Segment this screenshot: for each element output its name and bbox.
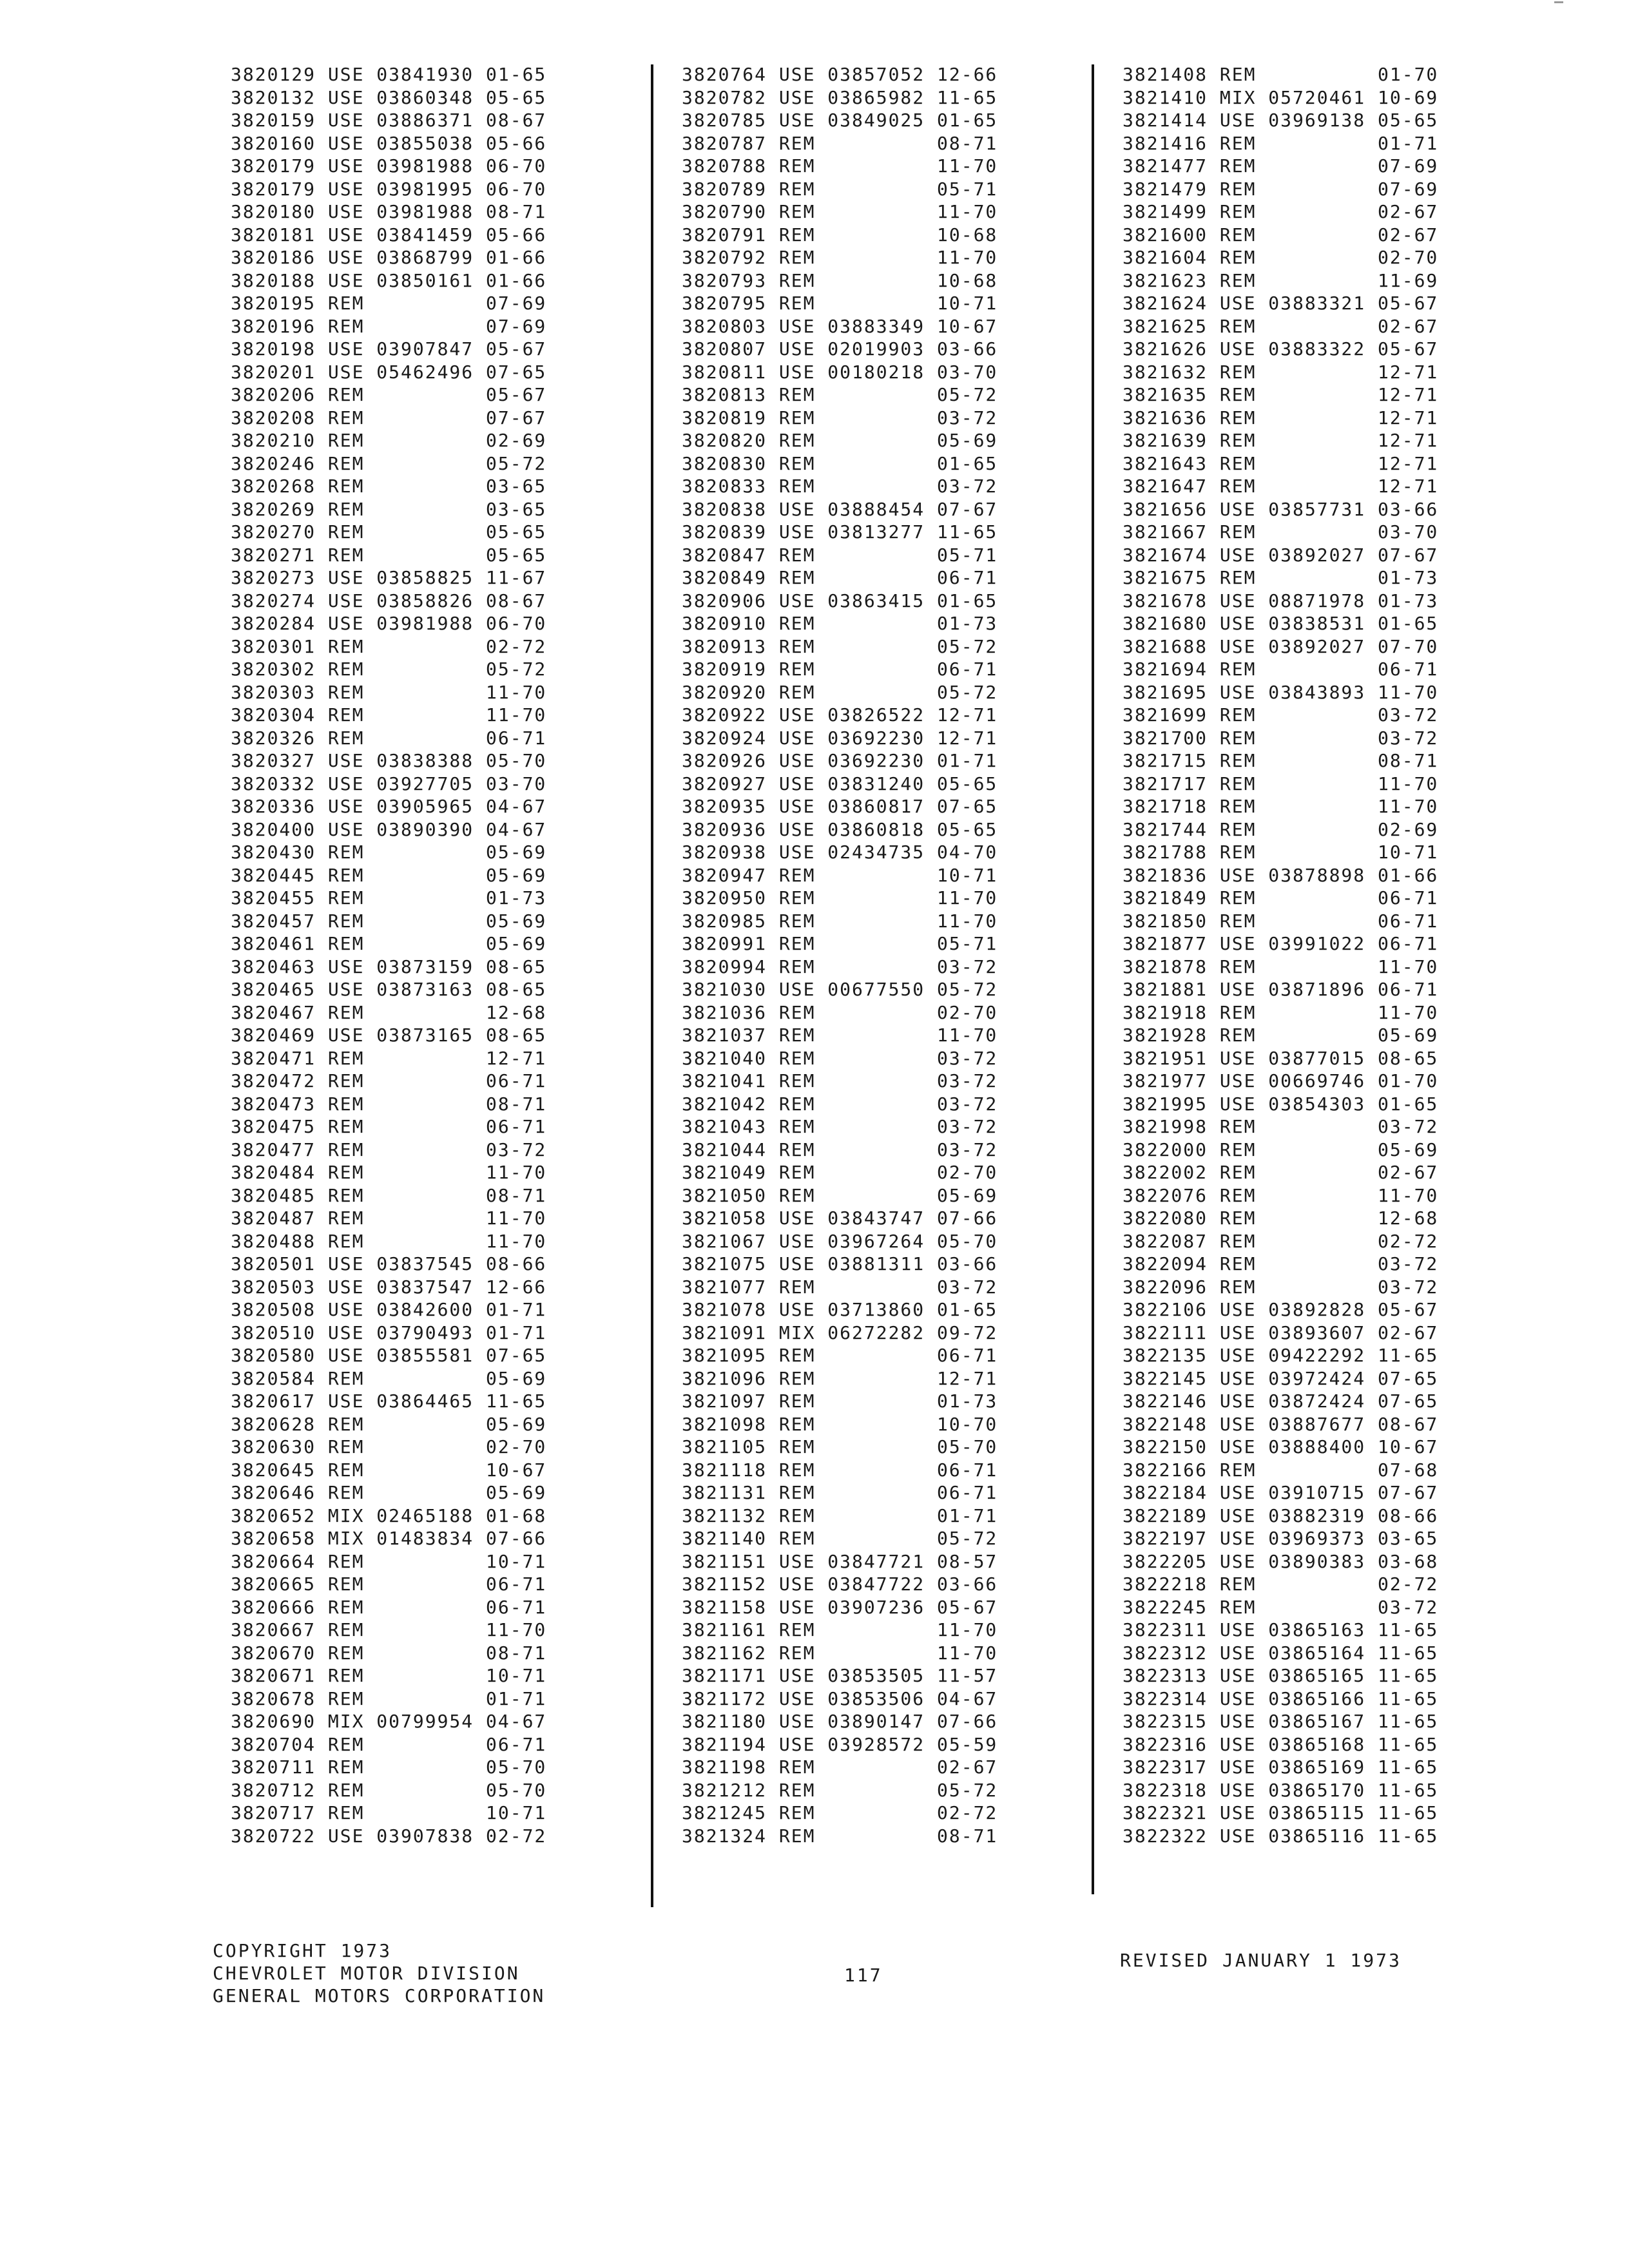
part-entry: 3820485 REM 08-71	[231, 1184, 547, 1206]
part-entry: 3821078 USE 03713860 01-65	[682, 1299, 998, 1320]
part-entry: 3820201 USE 05462496 07-65	[231, 361, 547, 383]
part-entry: 3822316 USE 03865168 11-65	[1123, 1733, 1439, 1755]
part-entry: 3820188 USE 03850161 01-66	[231, 269, 547, 291]
part-entry: 3822189 USE 03882319 08-66	[1123, 1504, 1439, 1526]
part-entry: 3821715 REM 08-71	[1123, 750, 1439, 771]
part-entry: 3820430 REM 05-69	[231, 841, 547, 863]
part-entry: 3820849 REM 06-71	[682, 567, 998, 588]
part-entry: 3820927 USE 03831240 05-65	[682, 773, 998, 794]
part-entry: 3820469 USE 03873165 08-65	[231, 1024, 547, 1046]
part-entry: 3821836 USE 03878898 01-66	[1123, 864, 1439, 886]
part-entry: 3821678 USE 08871978 01-73	[1123, 590, 1439, 611]
part-entry: 3822313 USE 03865165 11-65	[1123, 1665, 1439, 1686]
part-entry: 3822197 USE 03969373 03-65	[1123, 1528, 1439, 1549]
part-entry: 3821623 REM 11-69	[1123, 269, 1439, 291]
part-entry: 3820833 REM 03-72	[682, 476, 998, 497]
part-entry: 3821161 REM 11-70	[682, 1619, 998, 1640]
part-entry: 3820303 REM 11-70	[231, 681, 547, 703]
part-entry: 3822184 USE 03910715 07-67	[1123, 1482, 1439, 1503]
part-entry: 3820664 REM 10-71	[231, 1550, 547, 1572]
part-entry: 3820811 USE 00180218 03-70	[682, 361, 998, 383]
part-entry: 3821850 REM 06-71	[1123, 910, 1439, 932]
part-entry: 3820671 REM 10-71	[231, 1665, 547, 1686]
part-entry: 3822317 USE 03865169 11-65	[1123, 1756, 1439, 1778]
part-entry: 3821131 REM 06-71	[682, 1482, 998, 1503]
part-entry: 3820792 REM 11-70	[682, 247, 998, 268]
part-entry: 3820198 USE 03907847 05-67	[231, 338, 547, 360]
part-entry: 3820906 USE 03863415 01-65	[682, 590, 998, 611]
parts-column-1	[231, 63, 546, 1847]
part-entry: 3820477 REM 03-72	[231, 1139, 547, 1160]
part-entry: 3822087 REM 02-72	[1123, 1230, 1439, 1252]
part-entry: 3820465 USE 03873163 08-65	[231, 979, 547, 1000]
part-entry: 3820838 USE 03888454 07-67	[682, 498, 998, 520]
part-entry: 3821600 REM 02-67	[1123, 224, 1439, 245]
part-entry: 3820712 REM 05-70	[231, 1779, 547, 1801]
part-entry: 3821680 USE 03838531 01-65	[1123, 613, 1439, 634]
part-entry: 3820922 USE 03826522 12-71	[682, 704, 998, 726]
part-entry: 3821152 USE 03847722 03-66	[682, 1573, 998, 1595]
part-entry: 3820246 REM 05-72	[231, 452, 547, 474]
part-entry: 3822150 USE 03888400 10-67	[1123, 1436, 1439, 1457]
part-entry: 3822245 REM 03-72	[1123, 1596, 1439, 1618]
part-entry: 3821050 REM 05-69	[682, 1184, 998, 1206]
part-entry: 3821675 REM 01-73	[1123, 567, 1439, 588]
part-entry: 3820722 USE 03907838 02-72	[231, 1825, 547, 1847]
part-entry: 3820488 REM 11-70	[231, 1230, 547, 1252]
part-entry: 3821878 REM 11-70	[1123, 956, 1439, 977]
part-entry: 3820652 MIX 02465188 01-68	[231, 1504, 547, 1526]
part-entry: 3820210 REM 02-69	[231, 430, 547, 451]
part-entry: 3820181 USE 03841459 05-66	[231, 224, 547, 245]
part-entry: 3820302 REM 05-72	[231, 658, 547, 680]
part-entry: 3821717 REM 11-70	[1123, 773, 1439, 794]
part-entry: 3821636 REM 12-71	[1123, 407, 1439, 428]
part-entry: 3820268 REM 03-65	[231, 476, 547, 497]
part-entry: 3822321 USE 03865115 11-65	[1123, 1802, 1439, 1823]
part-entry: 3820132 USE 03860348 05-65	[231, 86, 547, 108]
part-entry: 3820584 REM 05-69	[231, 1367, 547, 1389]
part-entry: 3820788 REM 11-70	[682, 155, 998, 177]
part-entry: 3821041 REM 03-72	[682, 1070, 998, 1091]
part-entry: 3821477 REM 07-69	[1123, 155, 1439, 177]
part-entry: 3821324 REM 08-71	[682, 1825, 998, 1847]
part-entry: 3822080 REM 12-68	[1123, 1207, 1439, 1229]
part-entry: 3821194 USE 03928572 05-59	[682, 1733, 998, 1755]
part-entry: 3822145 USE 03972424 07-65	[1123, 1367, 1439, 1389]
part-entry: 3821695 USE 03843893 11-70	[1123, 681, 1439, 703]
part-entry: 3820274 USE 03858826 08-67	[231, 590, 547, 611]
part-entry: 3820926 USE 03692230 01-71	[682, 750, 998, 771]
part-entry: 3821030 USE 00677550 05-72	[682, 979, 998, 1000]
part-entry: 3820678 REM 01-71	[231, 1687, 547, 1709]
part-entry: 3820994 REM 03-72	[682, 956, 998, 977]
part-entry: 3821688 USE 03892027 07-70	[1123, 635, 1439, 657]
part-entry: 3821043 REM 03-72	[682, 1116, 998, 1137]
part-entry: 3820791 REM 10-68	[682, 224, 998, 245]
part-entry: 3821044 REM 03-72	[682, 1139, 998, 1160]
part-entry: 3820985 REM 11-70	[682, 910, 998, 932]
part-entry: 3820508 USE 03842600 01-71	[231, 1299, 547, 1320]
part-entry: 3820186 USE 03868799 01-66	[231, 247, 547, 268]
part-entry: 3820667 REM 11-70	[231, 1619, 547, 1640]
part-entry: 3820467 REM 12-68	[231, 1001, 547, 1023]
part-entry: 3821414 USE 03969138 05-65	[1123, 110, 1439, 131]
part-entry: 3821881 USE 03871896 06-71	[1123, 979, 1439, 1000]
part-entry: 3821058 USE 03843747 07-66	[682, 1207, 998, 1229]
part-entry: 3821040 REM 03-72	[682, 1047, 998, 1069]
part-entry: 3820284 USE 03981988 06-70	[231, 613, 547, 634]
part-entry: 3821097 REM 01-73	[682, 1390, 998, 1412]
part-entry: 3821410 MIX 05720461 10-69	[1123, 86, 1439, 108]
part-entry: 3820580 USE 03855581 07-65	[231, 1345, 547, 1366]
part-entry: 3822322 USE 03865116 11-65	[1123, 1825, 1439, 1847]
part-entry: 3820271 REM 05-65	[231, 544, 547, 566]
part-entry: 3820195 REM 07-69	[231, 293, 547, 314]
part-entry: 3821037 REM 11-70	[682, 1024, 998, 1046]
part-entry: 3822312 USE 03865164 11-65	[1123, 1642, 1439, 1664]
part-entry: 3820179 USE 03981988 06-70	[231, 155, 547, 177]
part-entry: 3821656 USE 03857731 03-66	[1123, 498, 1439, 520]
part-entry: 3820336 USE 03905965 04-67	[231, 796, 547, 817]
part-entry: 3821042 REM 03-72	[682, 1093, 998, 1115]
part-entry: 3820935 USE 03860817 07-65	[682, 796, 998, 817]
part-entry: 3821140 REM 05-72	[682, 1528, 998, 1549]
part-entry: 3821416 REM 01-71	[1123, 132, 1439, 154]
part-entry: 3821977 USE 00669746 01-70	[1123, 1070, 1439, 1091]
part-entry: 3820273 USE 03858825 11-67	[231, 567, 547, 588]
part-entry: 3822002 REM 02-67	[1123, 1162, 1439, 1183]
part-entry: 3820270 REM 05-65	[231, 521, 547, 543]
part-entry: 3820129 USE 03841930 01-65	[231, 64, 547, 85]
part-entry: 3820785 USE 03849025 01-65	[682, 110, 998, 131]
part-entry: 3820510 USE 03790493 01-71	[231, 1321, 547, 1343]
part-entry: 3820400 USE 03890390 04-67	[231, 818, 547, 840]
column-divider-2	[1092, 64, 1094, 1894]
part-entry: 3820269 REM 03-65	[231, 498, 547, 520]
part-entry: 3821928 REM 05-69	[1123, 1024, 1439, 1046]
part-entry: 3820304 REM 11-70	[231, 704, 547, 726]
part-entry: 3820301 REM 02-72	[231, 635, 547, 657]
part-entry: 3822315 USE 03865167 11-65	[1123, 1711, 1439, 1732]
part-entry: 3822096 REM 03-72	[1123, 1276, 1439, 1298]
part-entry: 3820803 USE 03883349 10-67	[682, 315, 998, 337]
part-entry: 3821643 REM 12-71	[1123, 452, 1439, 474]
part-entry: 3820789 REM 05-71	[682, 178, 998, 200]
part-entry: 3820326 REM 06-71	[231, 727, 547, 749]
part-entry: 3821699 REM 03-72	[1123, 704, 1439, 726]
part-entry: 3822094 REM 03-72	[1123, 1253, 1439, 1274]
part-entry: 3821788 REM 10-71	[1123, 841, 1439, 863]
part-entry: 3821212 REM 05-72	[682, 1779, 998, 1801]
part-entry: 3821625 REM 02-67	[1123, 315, 1439, 337]
part-entry: 3820847 REM 05-71	[682, 544, 998, 566]
part-entry: 3820208 REM 07-67	[231, 407, 547, 428]
part-entry: 3820807 USE 02019903 03-66	[682, 338, 998, 360]
part-entry: 3820628 REM 05-69	[231, 1413, 547, 1435]
part-entry: 3821105 REM 05-70	[682, 1436, 998, 1457]
part-entry: 3820206 REM 05-67	[231, 384, 547, 405]
part-entry: 3821091 MIX 06272282 09-72	[682, 1321, 998, 1343]
part-entry: 3820920 REM 05-72	[682, 681, 998, 703]
part-entry: 3820717 REM 10-71	[231, 1802, 547, 1823]
part-entry: 3820947 REM 10-71	[682, 864, 998, 886]
part-entry: 3822000 REM 05-69	[1123, 1139, 1439, 1160]
part-entry: 3822314 USE 03865166 11-65	[1123, 1687, 1439, 1709]
part-entry: 3821172 USE 03853506 04-67	[682, 1687, 998, 1709]
part-entry: 3822111 USE 03893607 02-67	[1123, 1321, 1439, 1343]
part-entry: 3820617 USE 03864465 11-65	[231, 1390, 547, 1412]
part-entry: 3820472 REM 06-71	[231, 1070, 547, 1091]
part-entry: 3821626 USE 03883322 05-67	[1123, 338, 1439, 360]
part-entry: 3820646 REM 05-69	[231, 1482, 547, 1503]
part-entry: 3821639 REM 12-71	[1123, 430, 1439, 451]
part-entry: 3820180 USE 03981988 08-71	[231, 201, 547, 222]
part-entry: 3821718 REM 11-70	[1123, 796, 1439, 817]
part-entry: 3822076 REM 11-70	[1123, 1184, 1439, 1206]
part-entry: 3820630 REM 02-70	[231, 1436, 547, 1457]
part-entry: 3820461 REM 05-69	[231, 933, 547, 954]
part-entry: 3821694 REM 06-71	[1123, 658, 1439, 680]
part-entry: 3821604 REM 02-70	[1123, 247, 1439, 268]
part-entry: 3821049 REM 02-70	[682, 1162, 998, 1183]
part-entry: 3820787 REM 08-71	[682, 132, 998, 154]
part-entry: 3821180 USE 03890147 07-66	[682, 1711, 998, 1732]
part-entry: 3820790 REM 11-70	[682, 201, 998, 222]
part-entry: 3820645 REM 10-67	[231, 1459, 547, 1481]
part-entry: 3821632 REM 12-71	[1123, 361, 1439, 383]
scan-artifact	[1554, 1, 1563, 3]
part-entry: 3820936 USE 03860818 05-65	[682, 818, 998, 840]
part-entry: 3820160 USE 03855038 05-66	[231, 132, 547, 154]
part-entry: 3820665 REM 06-71	[231, 1573, 547, 1595]
part-entry: 3821098 REM 10-70	[682, 1413, 998, 1435]
part-entry: 3820919 REM 06-71	[682, 658, 998, 680]
part-entry: 3820473 REM 08-71	[231, 1093, 547, 1115]
part-entry: 3820938 USE 02434735 04-70	[682, 841, 998, 863]
part-entry: 3822218 REM 02-72	[1123, 1573, 1439, 1595]
part-entry: 3821077 REM 03-72	[682, 1276, 998, 1298]
part-entry: 3820670 REM 08-71	[231, 1642, 547, 1664]
part-entry: 3821877 USE 03991022 06-71	[1123, 933, 1439, 954]
part-entry: 3821479 REM 07-69	[1123, 178, 1439, 200]
part-entry: 3821998 REM 03-72	[1123, 1116, 1439, 1137]
part-entry: 3820159 USE 03886371 08-67	[231, 110, 547, 131]
part-entry: 3821499 REM 02-67	[1123, 201, 1439, 222]
part-entry: 3820455 REM 01-73	[231, 887, 547, 908]
part-entry: 3821132 REM 01-71	[682, 1504, 998, 1526]
part-entry: 3820196 REM 07-69	[231, 315, 547, 337]
part-entry: 3821624 USE 03883321 05-67	[1123, 293, 1439, 314]
part-entry: 3820813 REM 05-72	[682, 384, 998, 405]
part-entry: 3820475 REM 06-71	[231, 1116, 547, 1137]
part-entry: 3821198 REM 02-67	[682, 1756, 998, 1778]
part-entry: 3822318 USE 03865170 11-65	[1123, 1779, 1439, 1801]
part-entry: 3820819 REM 03-72	[682, 407, 998, 428]
part-entry: 3820332 USE 03927705 03-70	[231, 773, 547, 794]
part-entry: 3820445 REM 05-69	[231, 864, 547, 886]
part-entry: 3820471 REM 12-71	[231, 1047, 547, 1069]
part-entry: 3820327 USE 03838388 05-70	[231, 750, 547, 771]
part-entry: 3821700 REM 03-72	[1123, 727, 1439, 749]
part-entry: 3822146 USE 03872424 07-65	[1123, 1390, 1439, 1412]
part-entry: 3820924 USE 03692230 12-71	[682, 727, 998, 749]
part-entry: 3821245 REM 02-72	[682, 1802, 998, 1823]
part-entry: 3821075 USE 03881311 03-66	[682, 1253, 998, 1274]
part-entry: 3820457 REM 05-69	[231, 910, 547, 932]
parts-column-3	[1123, 63, 1438, 1847]
part-entry: 3820704 REM 06-71	[231, 1733, 547, 1755]
part-entry: 3821744 REM 02-69	[1123, 818, 1439, 840]
part-entry: 3820839 USE 03813277 11-65	[682, 521, 998, 543]
part-entry: 3820793 REM 10-68	[682, 269, 998, 291]
part-entry: 3820991 REM 05-71	[682, 933, 998, 954]
part-entry: 3820820 REM 05-69	[682, 430, 998, 451]
part-entry: 3822106 USE 03892828 05-67	[1123, 1299, 1439, 1320]
part-entry: 3820764 USE 03857052 12-66	[682, 64, 998, 85]
part-entry: 3822166 REM 07-68	[1123, 1459, 1439, 1481]
part-entry: 3821667 REM 03-70	[1123, 521, 1439, 543]
part-entry: 3820484 REM 11-70	[231, 1162, 547, 1183]
column-divider-1	[651, 64, 653, 1907]
part-entry: 3822205 USE 03890383 03-68	[1123, 1550, 1439, 1572]
part-entry: 3822311 USE 03865163 11-65	[1123, 1619, 1439, 1640]
part-entry: 3820463 USE 03873159 08-65	[231, 956, 547, 977]
part-entry: 3821918 REM 11-70	[1123, 1001, 1439, 1023]
part-entry: 3821036 REM 02-70	[682, 1001, 998, 1023]
part-entry: 3822148 USE 03887677 08-67	[1123, 1413, 1439, 1435]
part-entry: 3821162 REM 11-70	[682, 1642, 998, 1664]
part-entry: 3821849 REM 06-71	[1123, 887, 1439, 908]
part-entry: 3820179 USE 03981995 06-70	[231, 178, 547, 200]
part-entry: 3822135 USE 09422292 11-65	[1123, 1345, 1439, 1366]
part-entry: 3821151 USE 03847721 08-57	[682, 1550, 998, 1572]
parts-column-2	[682, 63, 998, 1847]
revision-date: REVISED JANUARY 1 1973	[1120, 1950, 1402, 1971]
part-entry: 3821995 USE 03854303 01-65	[1123, 1093, 1439, 1115]
part-entry: 3821096 REM 12-71	[682, 1367, 998, 1389]
part-entry: 3821674 USE 03892027 07-67	[1123, 544, 1439, 566]
part-entry: 3821647 REM 12-71	[1123, 476, 1439, 497]
part-entry: 3821408 REM 01-70	[1123, 64, 1439, 85]
part-entry: 3820487 REM 11-70	[231, 1207, 547, 1229]
part-entry: 3821171 USE 03853505 11-57	[682, 1665, 998, 1686]
part-entry: 3820795 REM 10-71	[682, 293, 998, 314]
part-entry: 3820690 MIX 00799954 04-67	[231, 1711, 547, 1732]
part-entry: 3820711 REM 05-70	[231, 1756, 547, 1778]
part-entry: 3820501 USE 03837545 08-66	[231, 1253, 547, 1274]
part-entry: 3820658 MIX 01483834 07-66	[231, 1528, 547, 1549]
part-entry: 3820503 USE 03837547 12-66	[231, 1276, 547, 1298]
part-entry: 3821951 USE 03877015 08-65	[1123, 1047, 1439, 1069]
part-entry: 3820666 REM 06-71	[231, 1596, 547, 1618]
part-entry: 3820830 REM 01-65	[682, 452, 998, 474]
part-entry: 3820950 REM 11-70	[682, 887, 998, 908]
part-entry: 3821158 USE 03907236 05-67	[682, 1596, 998, 1618]
copyright-notice: COPYRIGHT 1973 CHEVROLET MOTOR DIVISION GENERAL MOTORS CORPORATION	[213, 1940, 546, 2006]
part-entry: 3820913 REM 05-72	[682, 635, 998, 657]
part-entry: 3821095 REM 06-71	[682, 1345, 998, 1366]
part-entry: 3821635 REM 12-71	[1123, 384, 1439, 405]
part-entry: 3821067 USE 03967264 05-70	[682, 1230, 998, 1252]
part-entry: 3820910 REM 01-73	[682, 613, 998, 634]
part-entry: 3821118 REM 06-71	[682, 1459, 998, 1481]
page-number: 117	[844, 1965, 883, 1986]
part-entry: 3820782 USE 03865982 11-65	[682, 86, 998, 108]
